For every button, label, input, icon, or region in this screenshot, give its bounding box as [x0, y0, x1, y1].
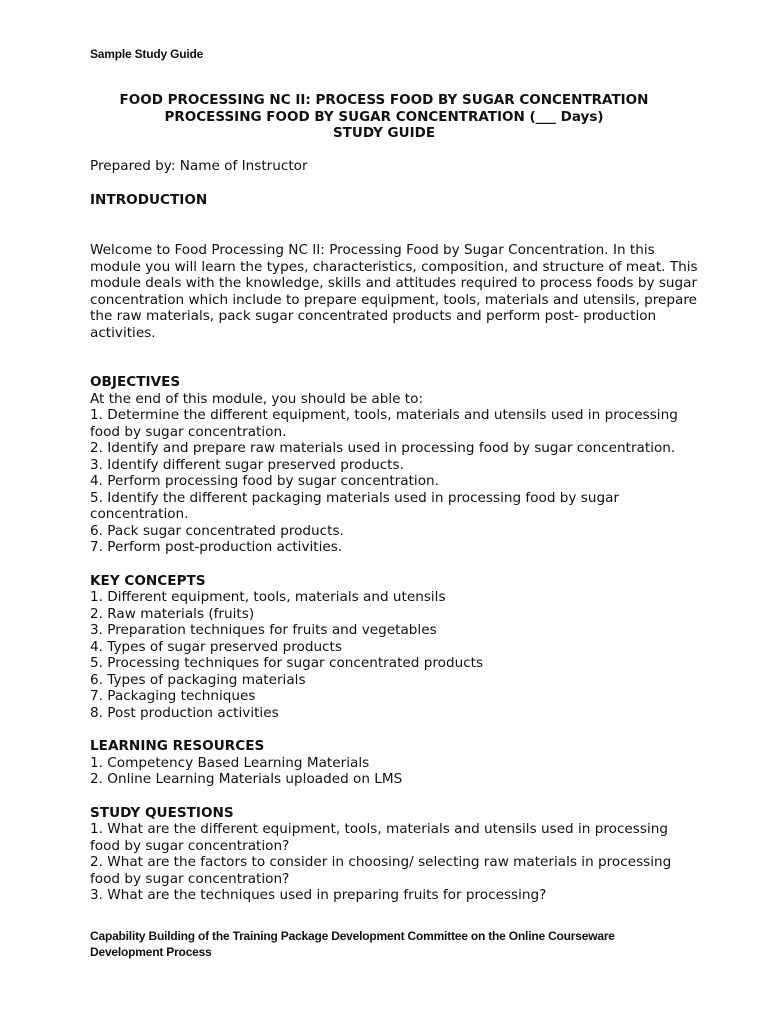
title-line-2: PROCESSING FOOD BY SUGAR CONCENTRATION (___ Days) [164, 108, 604, 125]
key-concept-item: 6. Types of packaging materials [90, 671, 306, 688]
objective-item: 1. Determine the different equipment, tools, materials and utensils used in processing food by sugar concentration. [90, 407, 678, 440]
key-concept-item: 5. Processing techniques for sugar concentrated products [90, 655, 484, 671]
study-questions-heading: STUDY QUESTIONS [90, 804, 234, 821]
introduction-heading: INTRODUCTION [90, 191, 208, 208]
study-question-item: 1. What are the different equipment, tools, materials and utensils used in processing food by sugar concentration? [90, 821, 668, 854]
introduction-body: Welcome to Food Processing NC II: Processing Food by Sugar Concentration. In this module you will learn the types, characteristics, composition, and structure of meat. This module deals with the knowledge, skills and attitudes required to process foods by sugar concentration which include to prepare equipment, tools, materials and utensils, prepare the raw materials, pack sugar concentrated products and perform post- production activities. [90, 242, 698, 341]
key-concepts-heading: KEY CONCEPTS [90, 572, 206, 589]
prepared-by: Prepared by: Name of Instructor [90, 158, 308, 174]
title-line-1: FOOD PROCESSING NC II: PROCESS FOOD BY SUGAR CONCENTRATION [119, 92, 649, 108]
learning-resources-list [90, 755, 700, 788]
objective-item: 4. Perform processing food by sugar concentration. [90, 473, 439, 489]
objective-item: 3. Identify different sugar preserved products. [90, 456, 404, 473]
key-concepts-list [90, 589, 700, 721]
study-question-item: 3. What are the techniques used in preparing fruits for processing? [90, 887, 547, 903]
study-question-item: 2. What are the factors to consider in choosing/ selecting raw materials in processing food by sugar concentration? [90, 854, 672, 887]
learning-resource-item: 2. Online Learning Materials uploaded on LMS [90, 771, 403, 787]
key-concept-item: 8. Post production activities [90, 704, 279, 721]
title-line-3: STUDY GUIDE [332, 125, 436, 141]
objectives-lead: At the end of this module, you should be able to: [90, 390, 424, 407]
key-concept-item: 4. Types of sugar preserved products [90, 638, 342, 655]
document-title [0, 92, 768, 142]
objectives-list [90, 407, 700, 556]
objective-item: 5. Identify the different packaging materials used in processing food by sugar concentration. [90, 489, 620, 522]
key-concept-item: 7. Packaging techniques [90, 688, 256, 704]
study-questions-list [90, 821, 700, 904]
learning-resources-heading: LEARNING RESOURCES [90, 738, 265, 754]
objective-item: 6. Pack sugar concentrated products. [90, 522, 344, 539]
objective-item: 2. Identify and prepare raw materials used in processing food by sugar concentration. [90, 440, 676, 456]
key-concept-item: 1. Different equipment, tools, materials and utensils [90, 589, 446, 605]
objectives-heading: OBJECTIVES [90, 374, 181, 390]
document-body [90, 158, 700, 904]
page-footer: Capability Building of the Training Package Development Committee on the Online Courseware Development Process [90, 929, 615, 959]
learning-resource-item: 1. Competency Based Learning Materials [90, 754, 370, 771]
key-concept-item: 2. Raw materials (fruits) [90, 605, 255, 622]
objective-item: 7. Perform post-production activities. [90, 539, 343, 555]
key-concept-item: 3. Preparation techniques for fruits and vegetables [90, 622, 437, 638]
header-note: Sample Study Guide [90, 47, 204, 61]
